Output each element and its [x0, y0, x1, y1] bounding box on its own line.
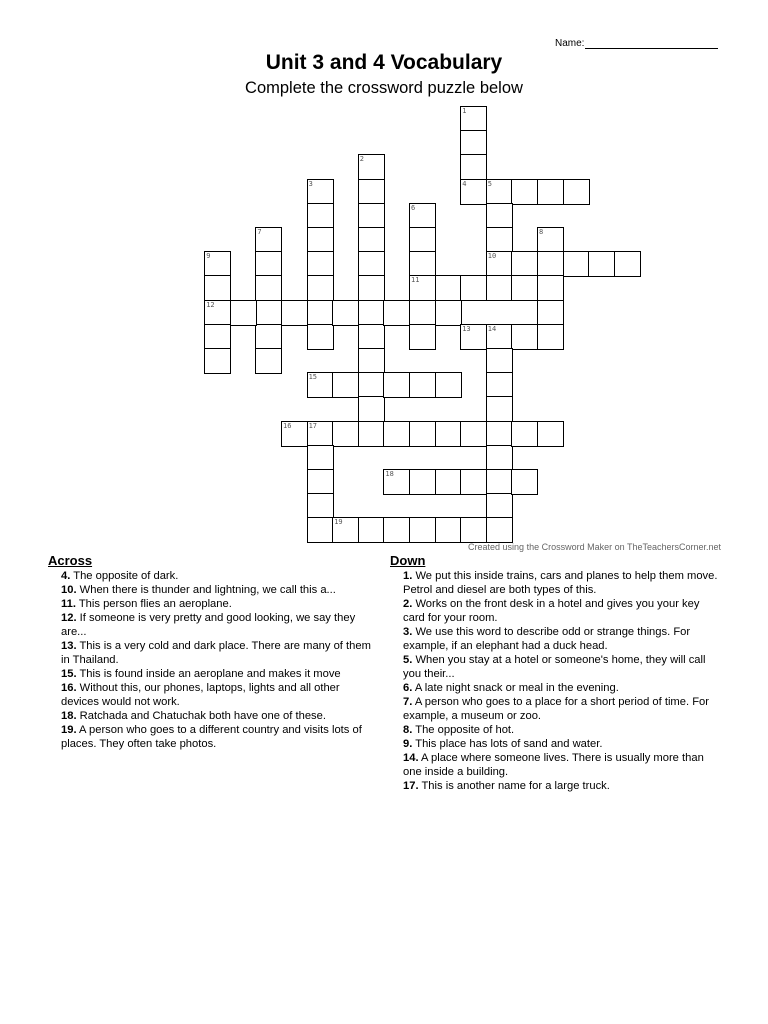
- grid-cell[interactable]: [435, 275, 462, 301]
- grid-cell[interactable]: [281, 421, 308, 447]
- cell-number: 8: [539, 228, 544, 236]
- clue-item: [48, 597, 378, 611]
- grid-cell[interactable]: [511, 324, 538, 350]
- grid-cell[interactable]: [486, 179, 513, 205]
- clue-number: 1.: [403, 570, 413, 582]
- grid-cell[interactable]: [460, 517, 487, 543]
- clue-number: 12.: [61, 612, 77, 624]
- clue-item: [390, 723, 720, 737]
- grid-cell[interactable]: [204, 300, 231, 326]
- clue-text: We use this word to describe odd or strange things. For example, if an elephant had a duck head.: [403, 626, 691, 652]
- clue-number: 13.: [61, 640, 77, 652]
- down-clue-list: [390, 569, 720, 793]
- grid-cell[interactable]: [230, 300, 257, 326]
- clue-text: This person flies an aeroplane.: [75, 598, 232, 610]
- cell-number: 1: [462, 107, 467, 115]
- grid-cell[interactable]: [537, 421, 564, 447]
- grid-cell[interactable]: [307, 493, 334, 519]
- grid-cell[interactable]: [307, 179, 334, 205]
- grid-cell[interactable]: [409, 251, 436, 277]
- clue-item: [390, 737, 720, 751]
- grid-cell[interactable]: [409, 227, 436, 253]
- grid-cell[interactable]: [563, 179, 590, 205]
- grid-cell[interactable]: [588, 251, 615, 277]
- clue-number: 3.: [403, 626, 413, 638]
- grid-cell[interactable]: [486, 348, 513, 374]
- grid-cell[interactable]: [307, 469, 334, 495]
- grid-cell[interactable]: [358, 154, 385, 180]
- grid-cell[interactable]: [486, 203, 513, 229]
- cell-number: 5: [487, 179, 493, 188]
- clue-number: 10.: [61, 584, 77, 596]
- grid-cell[interactable]: [486, 227, 513, 253]
- grid-cell[interactable]: [460, 154, 487, 180]
- grid-cell[interactable]: [435, 517, 462, 543]
- grid-cell[interactable]: [511, 251, 538, 277]
- grid-cell[interactable]: [409, 372, 436, 398]
- cell-number: 17: [308, 421, 318, 430]
- grid-cell[interactable]: [409, 517, 436, 543]
- grid-cell[interactable]: [383, 421, 410, 447]
- name-field[interactable]: [555, 38, 718, 49]
- grid-cell[interactable]: [307, 300, 334, 326]
- clue-item: [48, 639, 378, 667]
- cell-number: 3: [308, 179, 313, 188]
- cell-number: 10: [487, 252, 497, 261]
- grid-cell[interactable]: [332, 421, 359, 447]
- cell-number: 2: [359, 155, 365, 164]
- clue-text: The opposite of dark.: [70, 570, 179, 582]
- grid-cell[interactable]: [307, 445, 334, 471]
- grid-cell[interactable]: [358, 372, 385, 398]
- grid-cell[interactable]: [307, 517, 334, 543]
- clue-text: A person who goes to a different country and visits lots of places. They often take photos.: [61, 724, 362, 750]
- grid-cell[interactable]: [358, 396, 385, 422]
- grid-cell[interactable]: [358, 179, 385, 205]
- grid-cell[interactable]: [435, 372, 462, 398]
- clue-text: This is a very cold and dark place. There are many of them in Thailand.: [61, 640, 371, 666]
- grid-cell[interactable]: [358, 203, 385, 229]
- clue-item: [48, 667, 378, 681]
- grid-cell[interactable]: [563, 251, 590, 277]
- grid-cell[interactable]: [486, 372, 513, 398]
- clue-number: 17.: [403, 780, 419, 792]
- grid-cell[interactable]: [486, 517, 513, 543]
- grid-cell[interactable]: [486, 421, 513, 447]
- grid-cell[interactable]: [486, 251, 513, 277]
- grid-cell[interactable]: [537, 275, 564, 301]
- clue-item: [390, 695, 720, 723]
- clue-text: A person who goes to a place for a short period of time. For example, a museum or zoo.: [403, 696, 709, 722]
- grid-cell[interactable]: [511, 275, 538, 301]
- cell-number: 13: [462, 324, 471, 333]
- grid-cell[interactable]: [358, 324, 385, 350]
- grid-cell[interactable]: [281, 300, 308, 326]
- credit-text: Created using the Crossword Maker on TheTeachersCorner.net: [468, 542, 721, 552]
- grid-cell[interactable]: [358, 275, 385, 301]
- cell-number: 11: [411, 276, 420, 285]
- grid-cell[interactable]: [358, 227, 385, 253]
- grid-cell[interactable]: [383, 300, 410, 326]
- clue-item: [390, 569, 720, 597]
- name-blank-line[interactable]: [585, 38, 718, 49]
- grid-cell[interactable]: [486, 324, 513, 350]
- grid-cell[interactable]: [460, 324, 487, 350]
- cell-number: 19: [334, 518, 343, 527]
- clue-item: [48, 681, 378, 709]
- grid-cell[interactable]: [486, 469, 513, 495]
- cell-number: 14: [487, 324, 497, 333]
- grid-cell[interactable]: [537, 227, 564, 253]
- grid-cell[interactable]: [255, 251, 282, 277]
- clue-item: [390, 681, 720, 695]
- clue-text: This place has lots of sand and water.: [412, 738, 603, 750]
- clue-text: If someone is very pretty and good looking, we say they are...: [61, 612, 356, 638]
- clue-text: A place where someone lives. There is usually more than one inside a building.: [403, 752, 704, 778]
- grid-cell[interactable]: [435, 300, 462, 326]
- grid-cell[interactable]: [460, 106, 487, 132]
- grid-cell[interactable]: [255, 300, 282, 326]
- cell-number: 15: [308, 373, 318, 382]
- grid-cell[interactable]: [409, 300, 436, 326]
- clue-text: Without this, our phones, laptops, lights and all other devices would not work.: [61, 682, 340, 708]
- grid-cell[interactable]: [204, 275, 231, 301]
- grid-cell[interactable]: [358, 421, 385, 447]
- grid-cell[interactable]: [383, 469, 410, 495]
- grid-cell[interactable]: [358, 517, 385, 543]
- grid-cell[interactable]: [460, 469, 487, 495]
- grid-cell[interactable]: [255, 275, 282, 301]
- name-label: Name:: [555, 38, 585, 49]
- clue-text: When there is thunder and lightning, we call this a...: [76, 584, 336, 596]
- grid-cell[interactable]: [460, 179, 487, 205]
- page-subtitle: Complete the crossword puzzle below: [245, 79, 523, 97]
- clue-number: 7.: [403, 696, 413, 708]
- grid-cell[interactable]: [358, 251, 385, 277]
- clue-number: 15.: [61, 668, 77, 680]
- clue-item: [48, 583, 378, 597]
- down-heading: Down: [390, 553, 426, 568]
- grid-cell[interactable]: [614, 251, 641, 277]
- grid-cell[interactable]: [332, 517, 359, 543]
- clue-number: 4.: [61, 570, 71, 582]
- grid-cell[interactable]: [537, 300, 564, 326]
- grid-cell[interactable]: [307, 421, 334, 447]
- grid-cell[interactable]: [409, 324, 436, 350]
- clue-number: 14.: [403, 752, 419, 764]
- grid-cell[interactable]: [383, 517, 410, 543]
- cell-number: 16: [283, 421, 292, 430]
- grid-cell[interactable]: [486, 275, 513, 301]
- clue-item: [390, 653, 720, 681]
- grid-cell[interactable]: [460, 130, 487, 156]
- cell-number: 6: [411, 203, 416, 212]
- across-clues: [48, 553, 378, 751]
- grid-cell[interactable]: [486, 445, 513, 471]
- clue-text: The opposite of hot.: [412, 724, 515, 736]
- clue-item: [48, 723, 378, 751]
- grid-cell[interactable]: [537, 251, 564, 277]
- clue-number: 11.: [61, 598, 76, 610]
- grid-cell[interactable]: [307, 251, 334, 277]
- clue-item: [48, 569, 378, 583]
- grid-cell[interactable]: [409, 275, 436, 301]
- grid-cell[interactable]: [255, 227, 282, 253]
- grid-cell[interactable]: [204, 324, 231, 350]
- cell-number: 7: [257, 228, 262, 236]
- grid-cell[interactable]: [358, 300, 385, 326]
- grid-cell[interactable]: [204, 251, 231, 277]
- page-title: Unit 3 and 4 Vocabulary: [265, 51, 503, 74]
- clue-number: 16.: [61, 682, 77, 694]
- grid-cell[interactable]: [358, 348, 385, 374]
- clue-item: [390, 625, 720, 653]
- clue-text: A late night snack or meal in the evening.: [412, 682, 619, 694]
- clue-item: [48, 611, 378, 639]
- cell-number: 4: [462, 179, 467, 188]
- clue-item: [390, 779, 720, 793]
- grid-cell[interactable]: [435, 421, 462, 447]
- grid-cell[interactable]: [255, 348, 282, 374]
- grid-cell[interactable]: [204, 348, 231, 374]
- clue-number: 9.: [403, 738, 413, 750]
- grid-cell[interactable]: [307, 324, 334, 350]
- clue-number: 2.: [403, 598, 413, 610]
- clue-number: 8.: [403, 724, 413, 736]
- clue-item: [390, 751, 720, 779]
- grid-cell[interactable]: [307, 203, 334, 229]
- cell-number: 18: [385, 470, 394, 478]
- grid-cell[interactable]: [537, 324, 564, 350]
- clue-text: We put this inside trains, cars and planes to help them move. Petrol and diesel are both types of this.: [403, 570, 718, 596]
- grid-cell[interactable]: [307, 372, 334, 398]
- clue-text: Works on the front desk in a hotel and gives you your key card for your room.: [403, 598, 700, 624]
- grid-cell[interactable]: [409, 469, 436, 495]
- cell-number: 9: [206, 252, 211, 261]
- grid-cell[interactable]: [511, 421, 538, 447]
- grid-cell[interactable]: [486, 493, 513, 519]
- grid-cell[interactable]: [332, 372, 359, 398]
- grid-cell[interactable]: [255, 324, 282, 350]
- clue-number: 19.: [61, 724, 77, 736]
- clue-text: This is found inside an aeroplane and makes it move: [76, 668, 341, 680]
- grid-cell[interactable]: [332, 300, 359, 326]
- grid-cell[interactable]: [307, 275, 334, 301]
- clue-item: [390, 597, 720, 625]
- grid-cell[interactable]: [486, 396, 513, 422]
- clue-number: 5.: [403, 654, 413, 666]
- grid-cell[interactable]: [409, 203, 436, 229]
- grid-cell[interactable]: [511, 179, 538, 205]
- clue-text: This is another name for a large truck.: [418, 780, 610, 792]
- grid-cell[interactable]: [435, 469, 462, 495]
- grid-cell[interactable]: [460, 275, 487, 301]
- clue-number: 18.: [61, 710, 77, 722]
- grid-cell[interactable]: [511, 469, 538, 495]
- cell-number: 12: [206, 300, 215, 309]
- grid-cell[interactable]: [383, 372, 410, 398]
- grid-cell[interactable]: [307, 227, 334, 253]
- grid-cell[interactable]: [460, 421, 487, 447]
- grid-cell[interactable]: [409, 421, 436, 447]
- clue-text: Ratchada and Chatuchak both have one of these.: [76, 710, 326, 722]
- across-heading: Across: [48, 553, 93, 568]
- across-clue-list: [48, 569, 378, 751]
- clue-number: 6.: [403, 682, 413, 694]
- clue-text: When you stay at a hotel or someone's home, they will call you their...: [403, 654, 706, 680]
- down-clues: [390, 553, 720, 793]
- grid-cell[interactable]: [537, 179, 564, 205]
- clue-item: [48, 709, 378, 723]
